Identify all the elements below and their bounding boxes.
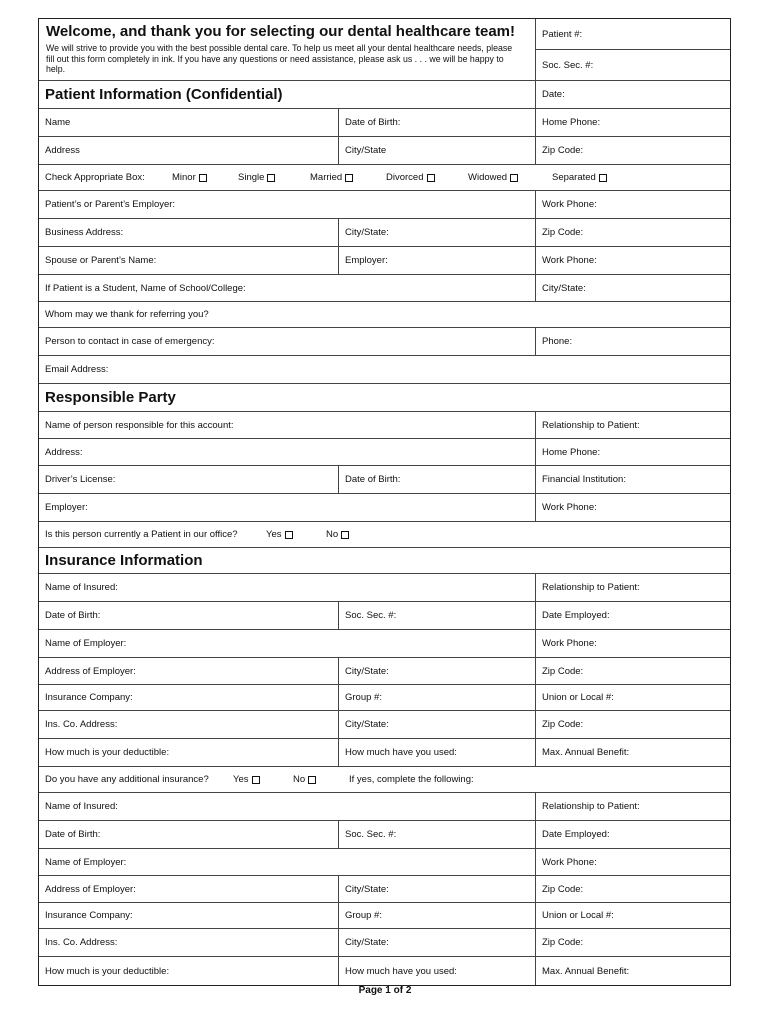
welcome-section xyxy=(39,19,730,81)
zip-field[interactable]: Zip Code: xyxy=(535,137,730,164)
page-number: Page 1 of 2 xyxy=(358,985,412,996)
checkbox-icon xyxy=(252,776,260,784)
union-field[interactable]: Union or Local #: xyxy=(535,685,730,710)
additional-insurance-row xyxy=(39,767,730,793)
group-number-field[interactable]: Group #: xyxy=(338,903,535,928)
address-field[interactable]: Address xyxy=(45,145,80,156)
insurance-company-field[interactable]: Insurance Company: xyxy=(45,910,133,921)
single-checkbox[interactable]: Single xyxy=(238,165,275,190)
marital-status-row xyxy=(39,165,730,191)
referral-field[interactable]: Whom may we thank for referring you? xyxy=(45,309,209,320)
soc-sec-field[interactable]: Soc. Sec. #: xyxy=(535,50,730,80)
employer-address-field[interactable]: Address of Employer: xyxy=(45,665,136,677)
ins-co-address-field[interactable]: Ins. Co. Address: xyxy=(45,719,118,730)
spouse-name-field[interactable]: Spouse or Parent’s Name: xyxy=(45,255,157,266)
additional-insurance-question: Do you have any additional insurance? xyxy=(45,774,209,785)
date-field[interactable]: Date: xyxy=(535,81,730,108)
insured-name-field[interactable]: Name of Insured: xyxy=(45,582,118,593)
financial-institution-field[interactable]: Financial Institution: xyxy=(535,466,730,493)
checkbox-icon xyxy=(199,174,207,182)
ins-co-zip-field[interactable]: Zip Code: xyxy=(535,711,730,738)
emergency-contact-field[interactable]: Person to contact in case of emergency: xyxy=(45,336,215,347)
separated-checkbox[interactable]: Separated xyxy=(552,165,607,190)
ins-co-address-field[interactable]: Ins. Co. Address: xyxy=(45,937,118,948)
insured-employer-field[interactable]: Name of Employer: xyxy=(45,638,127,649)
employer-field[interactable]: Patient’s or Parent’s Employer: xyxy=(45,199,176,210)
used-field[interactable]: How much have you used: xyxy=(338,957,535,985)
patient-number-field[interactable]: Patient #: xyxy=(535,19,730,50)
insured-work-phone-field[interactable]: Work Phone: xyxy=(535,849,730,875)
employer-address-field[interactable]: Address of Employer: xyxy=(45,883,136,895)
city-state-field[interactable]: City/State xyxy=(338,137,535,164)
spouse-work-phone-field[interactable]: Work Phone: xyxy=(535,247,730,274)
welcome-title: Welcome, and thank you for selecting our dental healthcare team! xyxy=(46,23,515,40)
dob-field[interactable]: Date of Birth: xyxy=(338,109,535,136)
checkbox-icon xyxy=(345,174,353,182)
business-city-state-field[interactable]: City/State: xyxy=(338,219,535,246)
deductible-field[interactable]: How much is your deductible: xyxy=(45,747,170,758)
home-phone-field[interactable]: Home Phone: xyxy=(535,109,730,136)
checkbox-icon xyxy=(267,174,275,182)
responsible-address-field[interactable]: Address: xyxy=(45,446,83,458)
check-box-label: Check Appropriate Box: xyxy=(45,172,145,183)
school-city-state-field[interactable]: City/State: xyxy=(535,275,730,301)
responsible-party-heading: Responsible Party xyxy=(45,389,176,406)
checkbox-icon xyxy=(599,174,607,182)
insured-relationship-field[interactable]: Relationship to Patient: xyxy=(535,574,730,601)
responsible-relationship-field[interactable]: Relationship to Patient: xyxy=(535,412,730,438)
widowed-checkbox[interactable]: Widowed xyxy=(468,165,518,190)
group-number-field[interactable]: Group #: xyxy=(338,685,535,710)
insured-relationship-field[interactable]: Relationship to Patient: xyxy=(535,793,730,820)
school-field[interactable]: If Patient is a Student, Name of School/College: xyxy=(45,282,246,294)
checkbox-icon xyxy=(308,776,316,784)
work-phone-field[interactable]: Work Phone: xyxy=(535,191,730,218)
email-field[interactable]: Email Address: xyxy=(45,364,109,375)
business-address-field[interactable]: Business Address: xyxy=(45,227,124,238)
divorced-checkbox[interactable]: Divorced xyxy=(386,165,435,190)
used-field[interactable]: How much have you used: xyxy=(338,739,535,766)
insured-dob-field[interactable]: Date of Birth: xyxy=(45,829,101,840)
union-field[interactable]: Union or Local #: xyxy=(535,903,730,928)
insured-work-phone-field[interactable]: Work Phone: xyxy=(535,630,730,657)
spouse-employer-field[interactable]: Employer: xyxy=(338,247,535,274)
dental-registration-form xyxy=(38,18,731,986)
current-patient-row xyxy=(39,522,730,548)
employer-city-state-field[interactable]: City/State: xyxy=(338,876,535,902)
responsible-dob-field[interactable]: Date of Birth: xyxy=(338,466,535,493)
responsible-name-field[interactable]: Name of person responsible for this account: xyxy=(45,419,234,431)
checkbox-icon xyxy=(341,531,349,539)
responsible-work-phone-field[interactable]: Work Phone: xyxy=(535,494,730,521)
if-yes-note: If yes, complete the following: xyxy=(349,774,474,785)
checkbox-icon xyxy=(285,531,293,539)
minor-checkbox[interactable]: Minor xyxy=(172,165,207,190)
employer-zip-field[interactable]: Zip Code: xyxy=(535,658,730,684)
patient-info-heading: Patient Information (Confidential) xyxy=(45,86,283,103)
drivers-license-field[interactable]: Driver’s License: xyxy=(45,474,116,485)
current-patient-yes-checkbox[interactable]: Yes xyxy=(266,522,293,547)
name-field[interactable]: Name xyxy=(45,117,71,128)
insured-ssn-field[interactable]: Soc. Sec. #: xyxy=(338,821,535,848)
insurance-heading: Insurance Information xyxy=(45,552,203,569)
married-checkbox[interactable]: Married xyxy=(310,165,353,190)
welcome-text: We will strive to provide you with the best possible dental care. To help us meet all your dental healthcare needs, please fill out this form completely in ink. If you have any questions or need assistance, please ask us . . . we will be happy to help. xyxy=(46,43,513,74)
responsible-employer-field[interactable]: Employer: xyxy=(45,502,88,513)
employer-city-state-field[interactable]: City/State: xyxy=(338,658,535,684)
ins-co-zip-field[interactable]: Zip Code: xyxy=(535,929,730,956)
deductible-field[interactable]: How much is your deductible: xyxy=(45,965,170,977)
insured-employer-field[interactable]: Name of Employer: xyxy=(45,856,127,868)
responsible-home-phone-field[interactable]: Home Phone: xyxy=(535,439,730,465)
additional-no-checkbox[interactable]: No xyxy=(293,767,316,792)
max-benefit-field[interactable]: Max. Annual Benefit: xyxy=(535,739,730,766)
business-zip-field[interactable]: Zip Code: xyxy=(535,219,730,246)
current-patient-question: Is this person currently a Patient in our office? xyxy=(45,529,238,540)
ins-co-city-state-field[interactable]: City/State: xyxy=(338,929,535,956)
insured-name-field[interactable]: Name of Insured: xyxy=(45,801,118,812)
insured-ssn-field[interactable]: Soc. Sec. #: xyxy=(338,602,535,629)
employer-zip-field[interactable]: Zip Code: xyxy=(535,876,730,902)
date-employed-field[interactable]: Date Employed: xyxy=(535,821,730,848)
insurance-company-field[interactable]: Insurance Company: xyxy=(45,692,133,703)
emergency-phone-field[interactable]: Phone: xyxy=(535,328,730,355)
current-patient-no-checkbox[interactable]: No xyxy=(326,522,349,547)
additional-yes-checkbox[interactable]: Yes xyxy=(233,767,260,792)
max-benefit-field[interactable]: Max. Annual Benefit: xyxy=(535,957,730,985)
date-employed-field[interactable]: Date Employed: xyxy=(535,602,730,629)
ins-co-city-state-field[interactable]: City/State: xyxy=(338,711,535,738)
checkbox-icon xyxy=(510,174,518,182)
insured-dob-field[interactable]: Date of Birth: xyxy=(45,610,101,621)
checkbox-icon xyxy=(427,174,435,182)
